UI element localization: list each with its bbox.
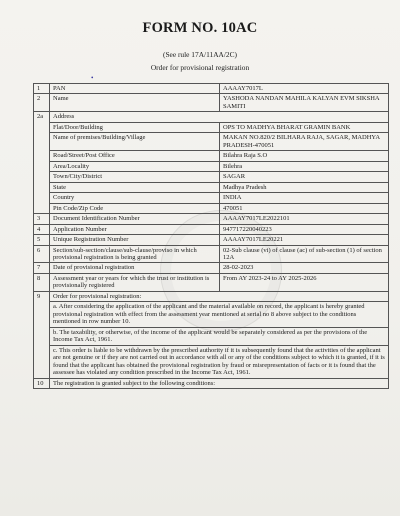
address-heading: Address [50, 112, 389, 122]
row-label-pan: PAN [50, 84, 220, 94]
row-number: 9 [34, 291, 50, 378]
row-value: 28-02-2023 [220, 263, 389, 273]
rule-reference: (See rule 17A/11AA/2C) [162, 50, 238, 59]
row-label: Document Identification Number [50, 214, 220, 224]
table-row [34, 182, 389, 192]
address-label: Area/Locality [50, 161, 220, 171]
row-number: 2a [34, 112, 50, 214]
table-row [34, 273, 389, 291]
address-value: 470051 [220, 203, 389, 213]
ink-mark: • [91, 74, 94, 82]
table-row [34, 263, 389, 273]
registration-table [33, 83, 389, 389]
conditions-heading: The registration is granted subject to the following conditions: [50, 378, 389, 388]
row-label: Section/sub-section/clause/sub-clause/proviso in which provisional registration is being granted [50, 245, 220, 263]
row-label: Assessment year or years for which the trust or institution is provisionally registered [50, 273, 220, 291]
address-value: Bilehra [220, 161, 389, 171]
row-value: AAAAY7017LE2022101 [220, 214, 389, 224]
order-type: Order for provisional registration [150, 63, 250, 72]
row-value-name: YASHODA NANDAN MAHILA KALYAN EVM SIKSHA SAMITI [220, 94, 389, 112]
row-value: 02-Sub clause (vi) of clause (ac) of sub-section (1) of section 12A [220, 245, 389, 263]
row-label: Unique Registration Number [50, 235, 220, 245]
address-value: SAGAR [220, 172, 389, 182]
address-label: State [50, 182, 220, 192]
row-value: 947717220040223 [220, 224, 389, 234]
table-row [34, 161, 389, 171]
address-value: MAKAN NO.820/2 BILHARA RAJA, SAGAR, MADHYA PRADESH-470051 [220, 133, 389, 151]
table-row [34, 291, 389, 301]
order-paragraph-a: a. After considering the application of the applicant and the material available on record, the applicant is hereby granted provisional registration with effect from the assessment year mentioned at serial no 8 above subject to the conditions mentioned in row number 10. [50, 302, 389, 327]
table-row [34, 345, 389, 378]
row-number: 6 [34, 245, 50, 263]
table-row [34, 151, 389, 161]
table-row [34, 94, 389, 112]
row-number: 7 [34, 263, 50, 273]
row-label: Date of provisional registration [50, 263, 220, 273]
row-number: 10 [34, 378, 50, 388]
table-row [34, 133, 389, 151]
table-row [34, 172, 389, 182]
table-row [34, 112, 389, 122]
table-row [34, 84, 389, 94]
order-heading: Order for provisional registration: [50, 291, 389, 301]
address-label: Town/City/District [50, 172, 220, 182]
table-row [34, 302, 389, 327]
table-row [34, 245, 389, 263]
row-value-pan: AAAAY7017L [220, 84, 389, 94]
address-value: Madhya Pradesh [220, 182, 389, 192]
row-number: 8 [34, 273, 50, 291]
address-label: Flat/Door/Building [50, 122, 220, 132]
table-row [34, 214, 389, 224]
table-row [34, 203, 389, 213]
row-number: 2 [34, 94, 50, 112]
address-label: Country [50, 193, 220, 203]
form-title: FORM NO. 10AC [142, 20, 258, 36]
order-paragraph-b: b. The taxability, or otherwise, of the income of the applicant would be separately considered as per the provisions of the Income Tax Act, 1961. [50, 327, 389, 345]
table-row [34, 122, 389, 132]
table-row [34, 224, 389, 234]
table-row [34, 378, 389, 388]
row-number: 3 [34, 214, 50, 224]
address-label: Pin Code/Zip Code [50, 203, 220, 213]
address-label: Name of premises/Building/Village [50, 133, 220, 151]
row-number: 1 [34, 84, 50, 94]
address-value: Bilahra Raja S.O [220, 151, 389, 161]
row-value: AAAAY7017LE20221 [220, 235, 389, 245]
table-row [34, 235, 389, 245]
row-number: 5 [34, 235, 50, 245]
address-label: Road/Street/Post Office [50, 151, 220, 161]
address-value: OPS TO MADHYA BHARAT GRAMIN BANK [220, 122, 389, 132]
address-value: INDIA [220, 193, 389, 203]
row-number: 4 [34, 224, 50, 234]
row-label-name: Name [50, 94, 220, 112]
order-paragraph-c: c. This order is liable to be withdrawn by the prescribed authority if it is subsequently found that the activities of the applicant are not genuine or if they are not carried out in accordance with all or any of the conditions subject to which it is granted, if it is found that the applicant has obtained the provisional registration by fraud or misrepresentation of facts or it is found that the assessee has violated any condition prescribed in the Income Tax Act, 1961. [50, 345, 389, 378]
table-row [34, 193, 389, 203]
row-value: From AY 2023-24 to AY 2025-2026 [220, 273, 389, 291]
row-label: Application Number [50, 224, 220, 234]
table-row [34, 327, 389, 345]
